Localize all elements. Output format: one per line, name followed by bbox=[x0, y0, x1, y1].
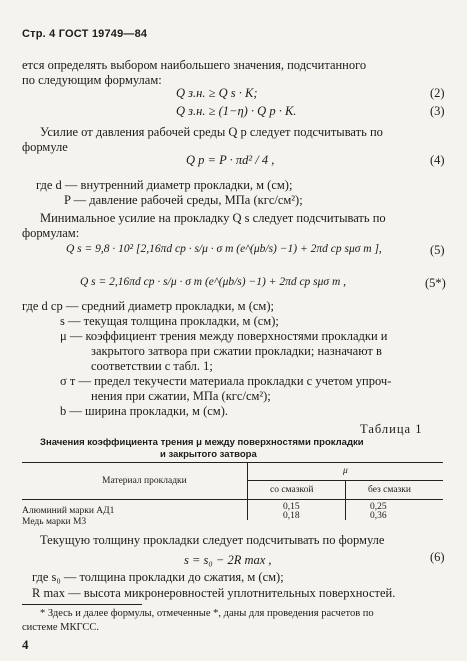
formula-number: (2) bbox=[430, 86, 445, 100]
table-cell-with: 0,15 bbox=[283, 502, 300, 512]
table-cell-with: 0,18 bbox=[283, 511, 300, 521]
formula-3: Q з.н. ≥ (1−η) · Q р · K. bbox=[176, 104, 297, 118]
paragraph-line: формуле bbox=[22, 140, 68, 154]
page-header: Стр. 4 ГОСТ 19749—84 bbox=[22, 28, 148, 40]
formula-number: (5) bbox=[430, 243, 445, 257]
definition-line: где d ср — средний диаметр прокладки, м (см); bbox=[22, 299, 274, 313]
definition-line: закрытого затвора при сжатии прокладки; назначают в bbox=[91, 344, 382, 358]
table-col-rule bbox=[247, 462, 248, 520]
paragraph-line: Минимальное усилие на прокладку Q s следует подсчитывать по bbox=[40, 211, 386, 225]
formula-5-star: Q s = 2,16πd ср · s/μ · σ т (e^(μb/s) −1) + 2πd ср sμσ т , bbox=[80, 276, 347, 288]
paragraph-line: по следующим формулам: bbox=[22, 73, 162, 87]
table-header-without: без смазки bbox=[368, 485, 412, 495]
table-rule-head bbox=[22, 499, 443, 500]
definition-line: s — текущая толщина прокладки, м (см); bbox=[60, 314, 279, 328]
formula-number: (3) bbox=[430, 104, 445, 118]
footnote-separator bbox=[22, 604, 142, 605]
formula-number: (6) bbox=[430, 550, 445, 564]
paragraph-line: Текущую толщину прокладки следует подсчитывать по формуле bbox=[40, 533, 385, 547]
definition-line: b — ширина прокладки, м (см). bbox=[60, 404, 228, 418]
definition-line: где d — внутренний диаметр прокладки, м (см); bbox=[36, 178, 293, 192]
table-cell-material: Медь марки М3 bbox=[22, 517, 87, 527]
table-header-mu: μ bbox=[343, 466, 348, 476]
paragraph-line: ется определять выбором наибольшего значения, подсчитанного bbox=[22, 58, 367, 72]
page-number: 4 bbox=[22, 637, 29, 652]
formula-6: s = s₀ − 2R max , bbox=[184, 553, 272, 567]
definition-line: R max — высота микронеровностей уплотнительных поверхностей. bbox=[32, 586, 396, 600]
formula-4: Q р = P · πd² / 4 , bbox=[186, 153, 275, 167]
table-cell-without: 0,36 bbox=[370, 511, 387, 521]
table-header-material: Материал прокладки bbox=[102, 476, 187, 486]
formula-number: (4) bbox=[430, 153, 445, 167]
table-rule-top bbox=[22, 462, 443, 463]
table-label: Таблица 1 bbox=[360, 422, 423, 436]
definition-line: P — давление рабочей среды, МПа (кгс/см²); bbox=[64, 193, 303, 207]
table-cell-material: Алюминий марки АД1 bbox=[22, 506, 115, 516]
footnote-line: * Здесь и далее формулы, отмеченные *, даны для проведения расчетов по bbox=[40, 608, 374, 619]
paragraph-line: формулам: bbox=[22, 226, 80, 240]
footnote-line: системе МКГСС. bbox=[22, 622, 100, 633]
table-cell-without: 0,25 bbox=[370, 502, 387, 512]
definition-line: где s₀ — толщина прокладки до сжатия, м (см); bbox=[32, 570, 284, 584]
definition-line: μ — коэффициент трения между поверхностями прокладки и bbox=[60, 329, 388, 343]
formula-2: Q з.н. ≥ Q s · K; bbox=[176, 86, 258, 100]
formula-5: Q s = 9,8 · 10² [2,16πd ср · s/μ · σ т (e^(μb/s) −1) + 2πd ср sμσ т ], bbox=[66, 243, 382, 255]
definition-line: σ т — предел текучести материала прокладки с учетом упроч- bbox=[60, 374, 392, 388]
table-col-rule bbox=[345, 480, 346, 520]
formula-number: (5*) bbox=[425, 276, 446, 290]
table-header-with: со смазкой bbox=[270, 485, 314, 495]
paragraph-line: Усилие от давления рабочей среды Q р следует подсчитывать по bbox=[40, 125, 383, 139]
table-title: Значения коэффициента трения μ между поверхностями прокладки bbox=[40, 437, 364, 448]
definition-line: нения при сжатии, МПа (кгс/см²); bbox=[91, 389, 271, 403]
table-title: и закрытого затвора bbox=[160, 449, 257, 460]
definition-line: соответствии с табл. 1; bbox=[91, 359, 213, 373]
